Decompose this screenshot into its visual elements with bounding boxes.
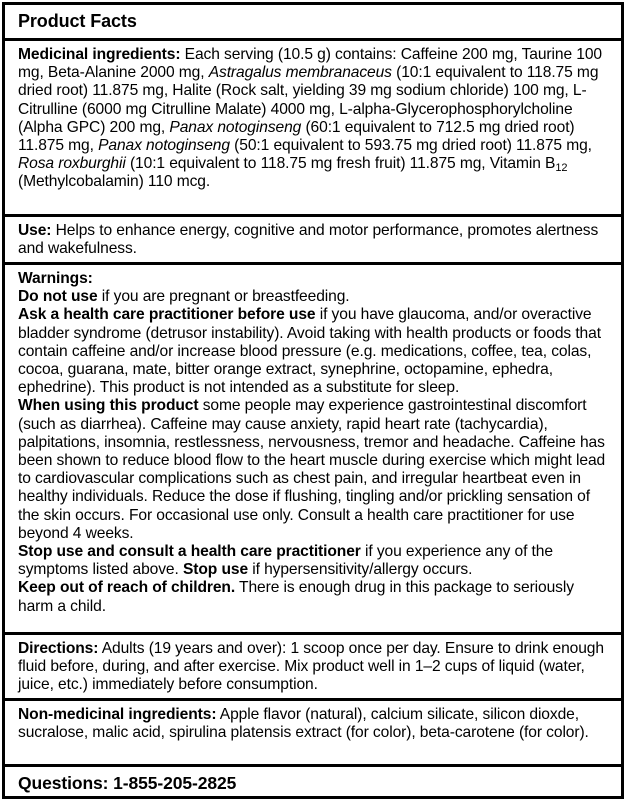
nonmedicinal-text: Non-medicinal ingredients: Apple flavor (natural), calcium silicate, silicon dioxde, sucralose, malic acid, spirulina platensis extract (for color), beta-carotene (for color). <box>18 706 589 742</box>
warnings-heading: Warnings: <box>18 270 93 287</box>
questions-phone: Questions: 1-855-205-2825 <box>18 773 237 793</box>
use-text: Use: Helps to enhance energy, cognitive and motor performance, promotes alertness and wakefulness. <box>18 222 599 258</box>
warning-when-using: When using this product some people may experience gastrointestinal discomfort (such as diarrhea). Caffeine may cause anxiety, rapid heart rate (tachycardia), palpitations, insomnia, restlessness, nervousness, tremor and headache. Caffeine has been shown to reduce blood flow to the heart muscle during exercise which might lead to cardiovascular complications such as chest pain, and irregular heartbeat even in healthy individuals. Reduce the dose if flushing, tingling and/or prickling sensation of the skin occurs. For occasional use only. Consult a health care practitioner for use beyond 4 weeks. <box>18 397 606 542</box>
questions-section <box>5 764 621 793</box>
warning-keep-out-of-reach: Keep out of reach of children. There is enough drug in this package to seriously harm a child. <box>18 579 574 615</box>
directions-text: Directions: Adults (19 years and over): 1 scoop once per day. Ensure to drink enough fluid before, during, and after exercise. Mix product well in 1–2 cups of liquid (water, juice, etc.) immediately before consumption. <box>18 640 604 694</box>
directions-section <box>5 632 621 694</box>
panel-title: Product Facts <box>18 11 137 31</box>
medicinal-label: Medicinal ingredients: <box>18 46 181 63</box>
warning-ask-practitioner: Ask a health care practitioner before use if you have glaucoma, and/or overactive bladder syndrome (detrusor instability). Avoid taking with health products or foods that contain caffeine and/or increase blood pressure (e.g. medications, coffee, tea, colas, cocoa, guarana, mate, bitter orange extract, synephrine, octopamine, ephedra, ephedrine). This product is not intended as a substitute for sleep. <box>18 306 601 397</box>
medicinal-section <box>5 38 621 191</box>
warnings-section <box>5 262 621 615</box>
nonmedicinal-section <box>5 698 621 742</box>
medicinal-text: Medicinal ingredients: Each serving (10.5 g) contains: Caffeine 200 mg, Taurine 100 mg, Beta-Alanine 2000 mg, Astragalus membranaceus (10:1 equivalent to 118.75 mg dried root) 11.875 mg, Halite (Rock salt, yielding 39 mg sodium chloride) 100 mg, L-Citrulline (6000 mg Citrulline Malate) 4000 mg, L-alpha-Glycerophosphorylcholine (Alpha GPC) 200 mg, Panax notoginseng (60:1 equivalent to 712.5 mg dried root) 11.875 mg, Panax notoginseng (50:1 equivalent to 593.75 mg dried root) 11.875 mg, Rosa roxburghii (10:1 equivalent to 118.75 mg fresh fruit) 11.875 mg, Vitamin $B_{12}$ (Methylcobalamin) 110 mcg. <box>18 46 602 191</box>
product-facts-panel <box>2 2 624 799</box>
directions-label: Directions: <box>18 640 99 657</box>
nonmedicinal-label: Non-medicinal ingredients: <box>18 706 217 723</box>
warning-do-not-use: Do not use if you are pregnant or breastfeeding. <box>18 288 350 306</box>
warnings-text <box>18 270 611 616</box>
use-section <box>5 214 621 258</box>
warning-stop-use: Stop use and consult a health care practitioner if you experience any of the symptoms listed above. Stop use if hypersensitivity/allergy occurs. <box>18 543 553 579</box>
use-label: Use: <box>18 222 52 239</box>
